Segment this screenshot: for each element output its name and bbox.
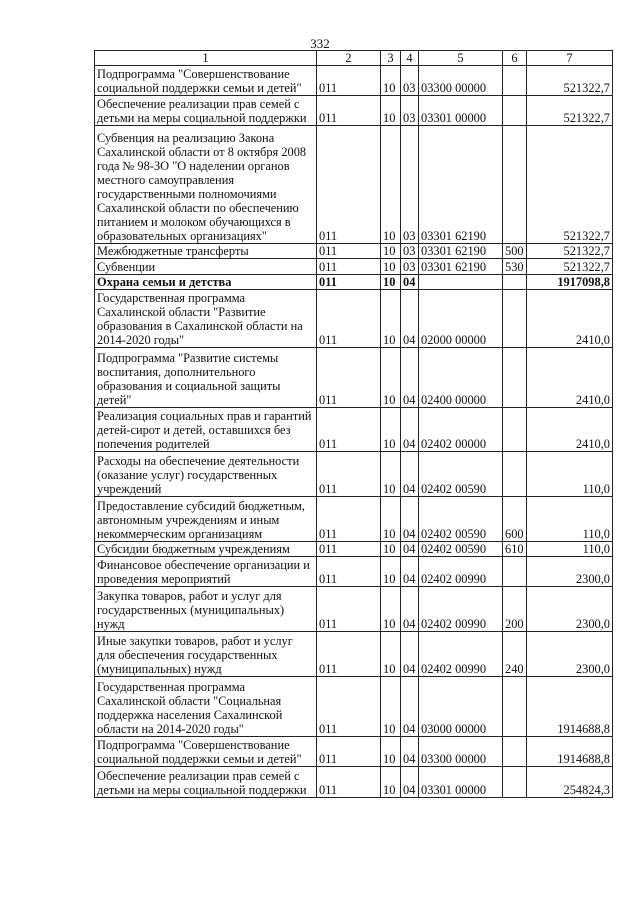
- row-expense-type-cell: [503, 408, 527, 452]
- row-admin-code-cell: 011: [317, 66, 381, 96]
- row-subsection-cell: 03: [401, 259, 419, 275]
- row-target-article-cell: 02402 00990: [419, 557, 503, 587]
- row-expense-type-cell: [503, 677, 527, 737]
- row-section-cell: 10: [381, 408, 401, 452]
- column-header: 5: [419, 51, 503, 66]
- row-admin-code-cell: 011: [317, 244, 381, 259]
- row-name-cell: Закупка товаров, работ и услуг для государственных (муниципальных) нужд: [95, 587, 317, 632]
- row-admin-code-cell: 011: [317, 290, 381, 348]
- row-admin-code-cell: 011: [317, 275, 381, 290]
- table-row: [95, 259, 613, 275]
- row-admin-code-cell: 011: [317, 408, 381, 452]
- row-target-article-cell: 03301 00000: [419, 96, 503, 126]
- row-admin-code-cell: 011: [317, 259, 381, 275]
- row-admin-code-cell: 011: [317, 452, 381, 497]
- row-subsection-cell: 04: [401, 542, 419, 557]
- row-admin-code-cell: 011: [317, 348, 381, 408]
- row-subsection-cell: 03: [401, 66, 419, 96]
- table-row: [95, 557, 613, 587]
- table-row: [95, 66, 613, 96]
- row-amount-cell: 1914688,8: [527, 737, 613, 767]
- row-target-article-cell: 03301 62190: [419, 259, 503, 275]
- row-name-cell: Субсидии бюджетным учреждениям: [95, 542, 317, 557]
- row-target-article-cell: 02402 00590: [419, 452, 503, 497]
- row-expense-type-cell: [503, 452, 527, 497]
- row-expense-type-cell: 240: [503, 632, 527, 677]
- column-header: 3: [381, 51, 401, 66]
- row-section-cell: 10: [381, 677, 401, 737]
- row-admin-code-cell: 011: [317, 677, 381, 737]
- row-name-cell: Иные закупки товаров, работ и услуг для обеспечения государственных (муниципальных) нужд: [95, 632, 317, 677]
- row-name-cell: Подпрограмма "Совершенствование социальной поддержки семьи и детей": [95, 737, 317, 767]
- row-target-article-cell: 03301 62190: [419, 126, 503, 244]
- row-expense-type-cell: [503, 66, 527, 96]
- row-section-cell: 10: [381, 290, 401, 348]
- row-section-cell: 10: [381, 497, 401, 542]
- row-expense-type-cell: [503, 557, 527, 587]
- row-name-cell: Расходы на обеспечение деятельности (оказание услуг) государственных учреждений: [95, 452, 317, 497]
- page-number: 332: [310, 36, 330, 51]
- row-amount-cell: 521322,7: [527, 96, 613, 126]
- row-subsection-cell: 04: [401, 557, 419, 587]
- row-section-cell: 10: [381, 632, 401, 677]
- row-expense-type-cell: 200: [503, 587, 527, 632]
- row-target-article-cell: 02400 00000: [419, 348, 503, 408]
- row-amount-cell: 1917098,8: [527, 275, 613, 290]
- row-expense-type-cell: 600: [503, 497, 527, 542]
- row-admin-code-cell: 011: [317, 497, 381, 542]
- row-admin-code-cell: 011: [317, 542, 381, 557]
- row-expense-type-cell: 610: [503, 542, 527, 557]
- row-expense-type-cell: [503, 737, 527, 767]
- row-amount-cell: 2410,0: [527, 348, 613, 408]
- row-name-cell: Охрана семьи и детства: [95, 275, 317, 290]
- row-admin-code-cell: 011: [317, 632, 381, 677]
- row-section-cell: 10: [381, 542, 401, 557]
- row-name-cell: Государственная программа Сахалинской области "Социальная поддержка населения Сахалинской области на 2014-2020 годы": [95, 677, 317, 737]
- row-subsection-cell: 04: [401, 452, 419, 497]
- row-amount-cell: 521322,7: [527, 259, 613, 275]
- column-header: 2: [317, 51, 381, 66]
- row-subsection-cell: 04: [401, 275, 419, 290]
- row-amount-cell: 110,0: [527, 542, 613, 557]
- row-amount-cell: 2300,0: [527, 632, 613, 677]
- row-target-article-cell: 03301 00000: [419, 767, 503, 798]
- row-expense-type-cell: [503, 275, 527, 290]
- row-amount-cell: 521322,7: [527, 66, 613, 96]
- row-target-article-cell: 02402 00000: [419, 408, 503, 452]
- row-amount-cell: 2410,0: [527, 408, 613, 452]
- column-header: 6: [503, 51, 527, 66]
- row-subsection-cell: 04: [401, 737, 419, 767]
- budget-table: [94, 50, 613, 798]
- table-row: [95, 587, 613, 632]
- row-section-cell: 10: [381, 126, 401, 244]
- row-section-cell: 10: [381, 275, 401, 290]
- row-subsection-cell: 04: [401, 677, 419, 737]
- row-admin-code-cell: 011: [317, 587, 381, 632]
- row-amount-cell: 2410,0: [527, 290, 613, 348]
- row-target-article-cell: 03301 62190: [419, 244, 503, 259]
- table-row: [95, 348, 613, 408]
- row-subsection-cell: 03: [401, 126, 419, 244]
- row-section-cell: 10: [381, 259, 401, 275]
- table-row: [95, 542, 613, 557]
- row-admin-code-cell: 011: [317, 126, 381, 244]
- row-subsection-cell: 04: [401, 632, 419, 677]
- row-target-article-cell: 03300 00000: [419, 66, 503, 96]
- table-row: [95, 275, 613, 290]
- row-admin-code-cell: 011: [317, 96, 381, 126]
- row-target-article-cell: 02402 00990: [419, 587, 503, 632]
- row-section-cell: 10: [381, 244, 401, 259]
- row-name-cell: Подпрограмма "Развитие системы воспитания, дополнительного образования и социальной защиты детей": [95, 348, 317, 408]
- row-expense-type-cell: 530: [503, 259, 527, 275]
- row-target-article-cell: 02000 00000: [419, 290, 503, 348]
- table-row: [95, 677, 613, 737]
- table-body: [95, 66, 613, 798]
- row-amount-cell: 521322,7: [527, 244, 613, 259]
- row-section-cell: 10: [381, 737, 401, 767]
- row-admin-code-cell: 011: [317, 767, 381, 798]
- row-target-article-cell: 03300 00000: [419, 737, 503, 767]
- row-section-cell: 10: [381, 96, 401, 126]
- table-row: [95, 290, 613, 348]
- row-expense-type-cell: [503, 96, 527, 126]
- row-section-cell: 10: [381, 66, 401, 96]
- row-subsection-cell: 04: [401, 587, 419, 632]
- row-section-cell: 10: [381, 557, 401, 587]
- row-subsection-cell: 04: [401, 497, 419, 542]
- row-amount-cell: 2300,0: [527, 587, 613, 632]
- row-subsection-cell: 04: [401, 290, 419, 348]
- row-expense-type-cell: [503, 290, 527, 348]
- column-header: 1: [95, 51, 317, 66]
- table-row: [95, 96, 613, 126]
- row-subsection-cell: 03: [401, 96, 419, 126]
- table-row: [95, 767, 613, 798]
- row-subsection-cell: 04: [401, 767, 419, 798]
- row-section-cell: 10: [381, 767, 401, 798]
- row-name-cell: Субвенция на реализацию Закона Сахалинской области от 8 октября 2008 года № 98-ЗО "О наделении органов местного самоуправления государственными полномочиями Сахалинской области по обеспечению питанием и молоком обучающихся в образовательных организациях": [95, 126, 317, 244]
- row-name-cell: Обеспечение реализации прав семей с детьми на меры социальной поддержки: [95, 96, 317, 126]
- row-name-cell: Реализация социальных прав и гарантий детей-сирот и детей, оставшихся без попечения родителей: [95, 408, 317, 452]
- row-expense-type-cell: [503, 126, 527, 244]
- row-amount-cell: 2300,0: [527, 557, 613, 587]
- row-expense-type-cell: 500: [503, 244, 527, 259]
- row-section-cell: 10: [381, 348, 401, 408]
- column-header: 4: [401, 51, 419, 66]
- table-row: [95, 126, 613, 244]
- table-header-row: [95, 51, 613, 66]
- table-row: [95, 452, 613, 497]
- table-row: [95, 408, 613, 452]
- table-row: [95, 737, 613, 767]
- row-section-cell: 10: [381, 452, 401, 497]
- table-row: [95, 497, 613, 542]
- row-subsection-cell: 03: [401, 244, 419, 259]
- row-name-cell: Предоставление субсидий бюджетным, автономным учреждениям и иным некоммерческим организациям: [95, 497, 317, 542]
- row-name-cell: Подпрограмма "Совершенствование социальной поддержки семьи и детей": [95, 66, 317, 96]
- row-amount-cell: 110,0: [527, 497, 613, 542]
- row-amount-cell: 1914688,8: [527, 677, 613, 737]
- table-row: [95, 244, 613, 259]
- row-target-article-cell: [419, 275, 503, 290]
- table-row: [95, 632, 613, 677]
- row-target-article-cell: 02402 00590: [419, 497, 503, 542]
- row-target-article-cell: 02402 00590: [419, 542, 503, 557]
- column-header: 7: [527, 51, 613, 66]
- row-subsection-cell: 04: [401, 408, 419, 452]
- row-admin-code-cell: 011: [317, 737, 381, 767]
- row-name-cell: Межбюджетные трансферты: [95, 244, 317, 259]
- row-target-article-cell: 02402 00990: [419, 632, 503, 677]
- row-section-cell: 10: [381, 587, 401, 632]
- row-amount-cell: 521322,7: [527, 126, 613, 244]
- row-name-cell: Финансовое обеспечение организации и проведения мероприятий: [95, 557, 317, 587]
- row-expense-type-cell: [503, 767, 527, 798]
- row-target-article-cell: 03000 00000: [419, 677, 503, 737]
- row-subsection-cell: 04: [401, 348, 419, 408]
- row-name-cell: Субвенции: [95, 259, 317, 275]
- row-amount-cell: 254824,3: [527, 767, 613, 798]
- row-expense-type-cell: [503, 348, 527, 408]
- row-amount-cell: 110,0: [527, 452, 613, 497]
- row-name-cell: Государственная программа Сахалинской области "Развитие образования в Сахалинской области на 2014-2020 годы": [95, 290, 317, 348]
- row-name-cell: Обеспечение реализации прав семей с детьми на меры социальной поддержки: [95, 767, 317, 798]
- row-admin-code-cell: 011: [317, 557, 381, 587]
